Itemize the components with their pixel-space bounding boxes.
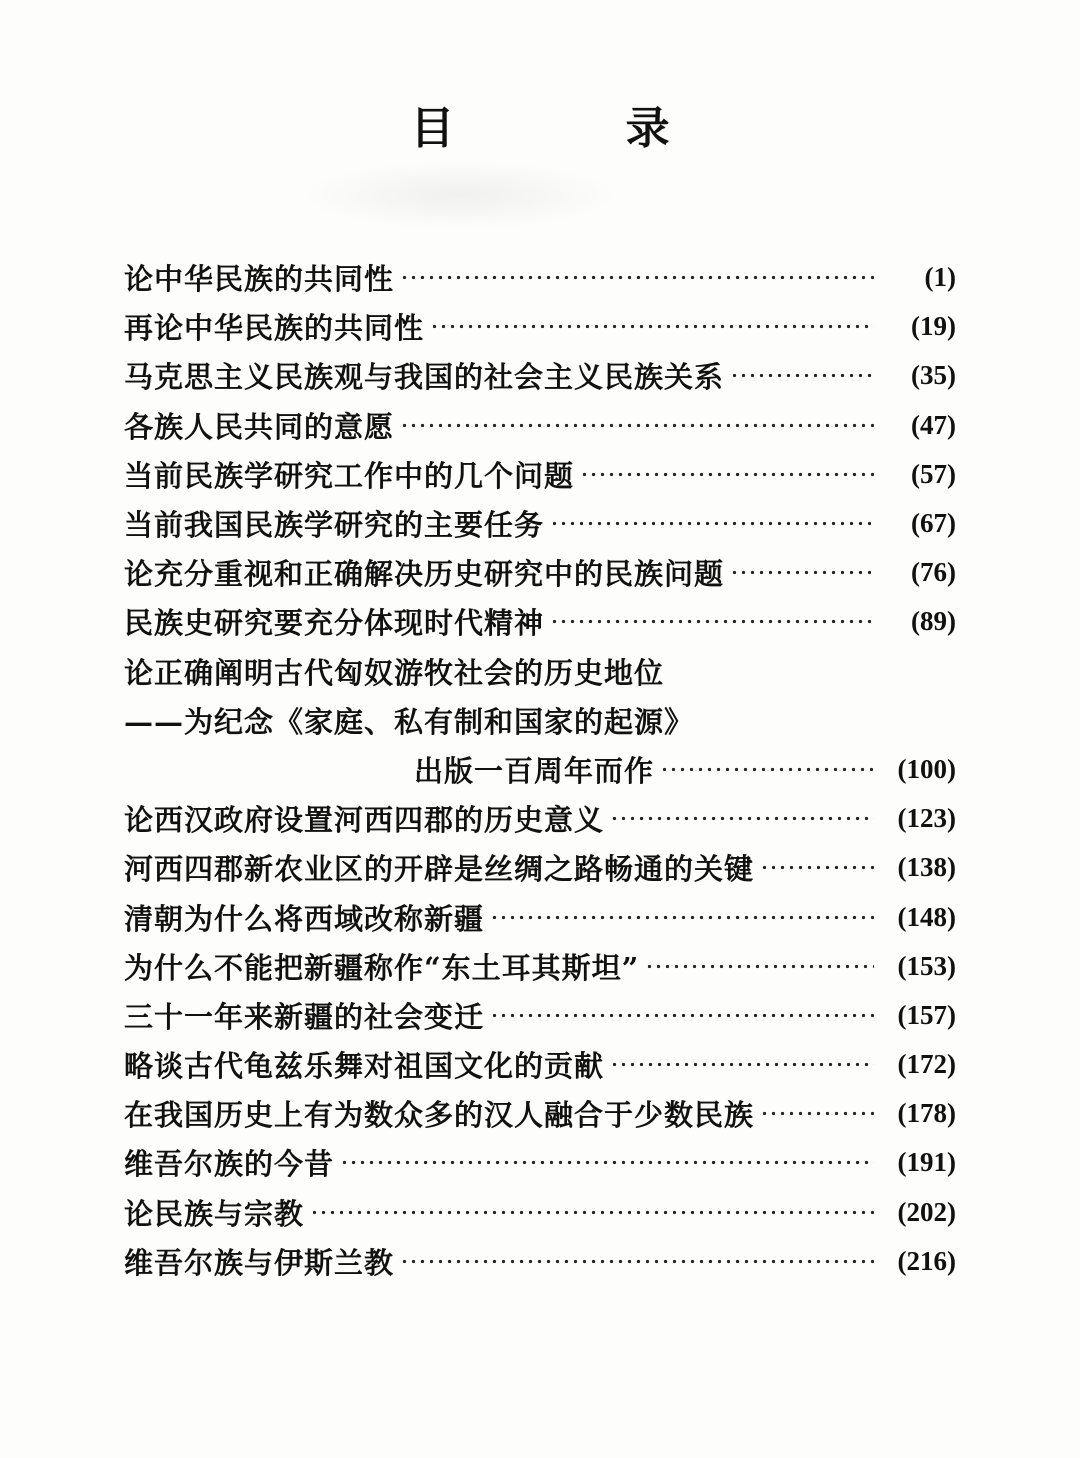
toc-entry-page: (47) [911,409,956,440]
dot-leader [340,1148,874,1177]
toc-entry [124,1040,956,1089]
toc-entry-page: (172) [897,1049,956,1080]
toc-entry-title: 论正确阐明古代匈奴游牧社会的历史地位 [124,655,665,690]
toc-entry-title: 清朝为什么将西域改称新疆 [124,901,485,936]
toc-entry-page: (76) [911,557,956,588]
dot-leader [400,1247,874,1276]
toc-entry-title: 论西汉政府设置河西四郡的历史意义 [124,803,605,838]
toc-entry-title: 马克思主义民族观与我国的社会主义民族关系 [124,360,725,395]
toc-entry [124,351,956,400]
dot-leader [430,312,874,341]
toc-entry-title: 各族人民共同的意愿 [124,409,395,444]
toc-entry-title: 河西四郡新农业区的开辟是丝绸之路畅通的关键 [124,852,755,887]
toc-entry-page: (191) [897,1147,956,1178]
dot-leader [645,952,874,981]
toc-entry-title: 论中华民族的共同性 [124,262,395,297]
toc-entry-title: 再论中华民族的共同性 [124,311,425,346]
toc-entry [124,450,956,499]
toc-entry-page: (178) [897,1098,956,1129]
toc-entry-page: (148) [897,901,956,932]
toc-entry [124,794,956,843]
toc-entry [124,892,956,941]
dot-leader [490,903,874,932]
dot-leader [730,558,874,587]
toc-entry-title: 维吾尔族与伊斯兰教 [124,1245,395,1280]
toc-entry-page: (138) [897,852,956,883]
toc-entry-page: (57) [911,458,956,489]
toc-entry [124,597,956,646]
page-title: 目 录 [410,103,748,154]
dot-leader [760,1099,874,1128]
dot-leader [580,460,874,489]
toc-entry [124,942,956,991]
dot-leader [550,607,874,636]
toc-entry [124,1188,956,1237]
toc-entry-page: (1) [924,262,956,293]
toc-entry-page: (216) [897,1245,956,1276]
dot-leader [760,853,874,882]
toc-entry-title: 在我国历史上有为数众多的汉人融合于少数民族 [124,1098,755,1133]
dot-leader [550,509,874,538]
toc-entry-continuation [124,745,956,794]
toc-entry-title: 论民族与宗教 [124,1196,305,1231]
dot-leader [610,1050,874,1079]
toc-entry-page: (35) [911,360,956,391]
dot-leader [400,263,874,292]
toc-entry [124,548,956,597]
toc-entry [124,991,956,1040]
toc-entry-page: (67) [911,508,956,539]
toc-entry [124,647,956,696]
toc-entry-page: (89) [911,606,956,637]
toc-entry [124,302,956,351]
toc-entry [124,843,956,892]
toc-entry-page: (153) [897,950,956,981]
toc-entry-title: 民族史研究要充分体现时代精神 [124,606,545,641]
toc-entry-page: (100) [897,753,956,784]
toc-entry-page: (202) [897,1196,956,1227]
dot-leader [610,804,874,833]
toc-entry-page: (157) [897,999,956,1030]
toc-entry-title: 三十一年来新疆的社会变迁 [124,999,485,1034]
toc-list [124,253,956,1286]
toc-entry-title: 论充分重视和正确解决历史研究中的民族问题 [124,557,725,592]
toc-entry-title: 当前我国民族学研究的主要任务 [124,508,545,543]
toc-entry [124,499,956,548]
toc-entry [124,401,956,450]
dot-leader [490,1001,874,1030]
scan-smudge [300,160,620,230]
toc-entry [124,1138,956,1187]
toc-entry-page: (19) [911,311,956,342]
dot-leader [730,361,874,390]
toc-entry-title: 出版一百周年而作 [414,753,655,788]
toc-entry-title: 略谈古代龟兹乐舞对祖国文化的贡献 [124,1049,605,1084]
toc-entry [124,253,956,302]
toc-entry [124,1237,956,1286]
toc-entry-title: 当前民族学研究工作中的几个问题 [124,458,575,493]
toc-entry-title: ——为纪念《家庭、私有制和国家的起源》 [124,704,695,739]
toc-entry-title: 为什么不能把新疆称作“东土耳其斯坦” [124,950,640,985]
dot-leader [310,1198,874,1227]
toc-entry-subtitle [124,696,956,745]
toc-entry [124,1089,956,1138]
toc-entry-title: 维吾尔族的今昔 [124,1147,335,1182]
dot-leader [660,755,874,784]
dot-leader [400,411,874,440]
toc-entry-page: (123) [897,803,956,834]
